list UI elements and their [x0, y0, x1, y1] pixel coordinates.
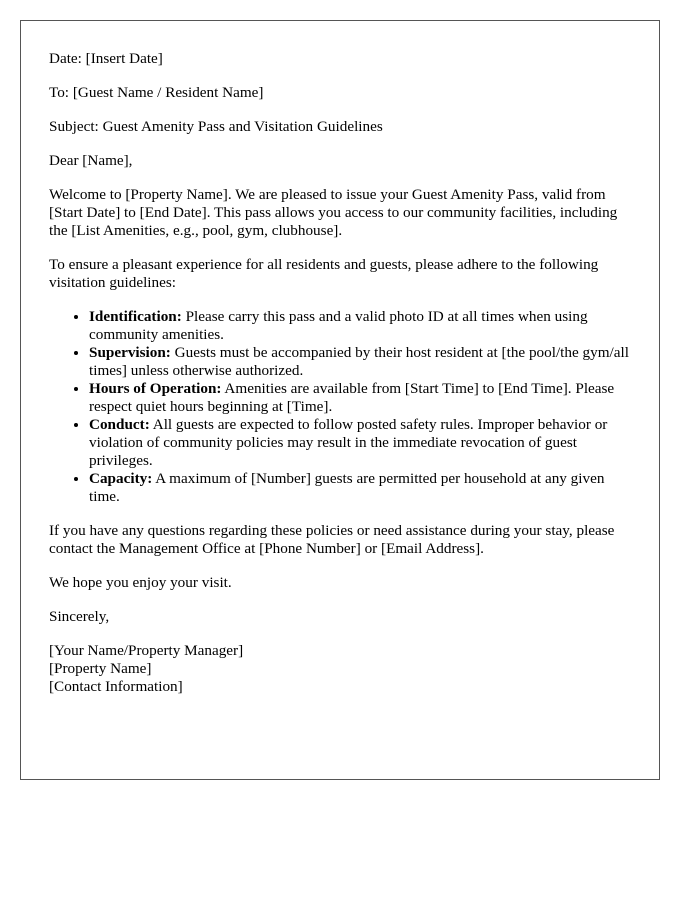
list-item — [89, 416, 631, 470]
list-item — [89, 470, 631, 506]
list-item — [89, 344, 631, 380]
signature-contact: [Contact Information] — [49, 678, 183, 695]
closing: Sincerely, — [49, 608, 110, 625]
guideline-text: Amenities are available from [Start Time] to [End Time]. Please respect quiet hours beginning at [Time]. — [89, 380, 615, 415]
salutation: Dear [Name], — [49, 152, 133, 169]
guideline-label: Conduct: — [89, 416, 150, 433]
guideline-label: Supervision: — [89, 344, 171, 361]
guideline-label: Capacity: — [89, 470, 153, 487]
guideline-text: A maximum of [Number] guests are permitted per household at any given time. — [89, 470, 605, 505]
list-item — [89, 308, 631, 344]
guideline-label: Identification: — [89, 308, 182, 325]
list-item — [89, 380, 631, 416]
subject-line: Subject: Guest Amenity Pass and Visitation Guidelines — [49, 118, 383, 135]
guidelines-intro: To ensure a pleasant experience for all residents and guests, please adhere to the following visitation guidelines: — [49, 256, 599, 291]
signature-name: [Your Name/Property Manager] — [49, 642, 244, 659]
intro-paragraph: Welcome to [Property Name]. We are pleased to issue your Guest Amenity Pass, valid from [Start Date] to [End Date]. This pass allows you access to our community facilities, including the [List Amenities, e.g., pool, gym, clubhouse]. — [49, 186, 618, 239]
guideline-text: Guests must be accompanied by their host resident at [the pool/the gym/all times] unless otherwise authorized. — [89, 344, 629, 379]
letter-page — [20, 20, 660, 780]
recipient-line: To: [Guest Name / Resident Name] — [49, 84, 264, 101]
closing-wish: We hope you enjoy your visit. — [49, 574, 232, 591]
contact-paragraph: If you have any questions regarding these policies or need assistance during your stay, please contact the Management Office at [Phone Number] or [Email Address]. — [49, 522, 615, 557]
signature-property: [Property Name] — [49, 660, 152, 677]
guidelines-list — [49, 308, 631, 506]
signature-block — [49, 642, 631, 696]
guideline-text: Please carry this pass and a valid photo ID at all times when using community amenities. — [89, 308, 588, 343]
date-line: Date: [Insert Date] — [49, 50, 163, 67]
guideline-text: All guests are expected to follow posted safety rules. Improper behavior or violation of community policies may result in the immediate revocation of guest privileges. — [89, 416, 608, 469]
guideline-label: Hours of Operation: — [89, 380, 222, 397]
